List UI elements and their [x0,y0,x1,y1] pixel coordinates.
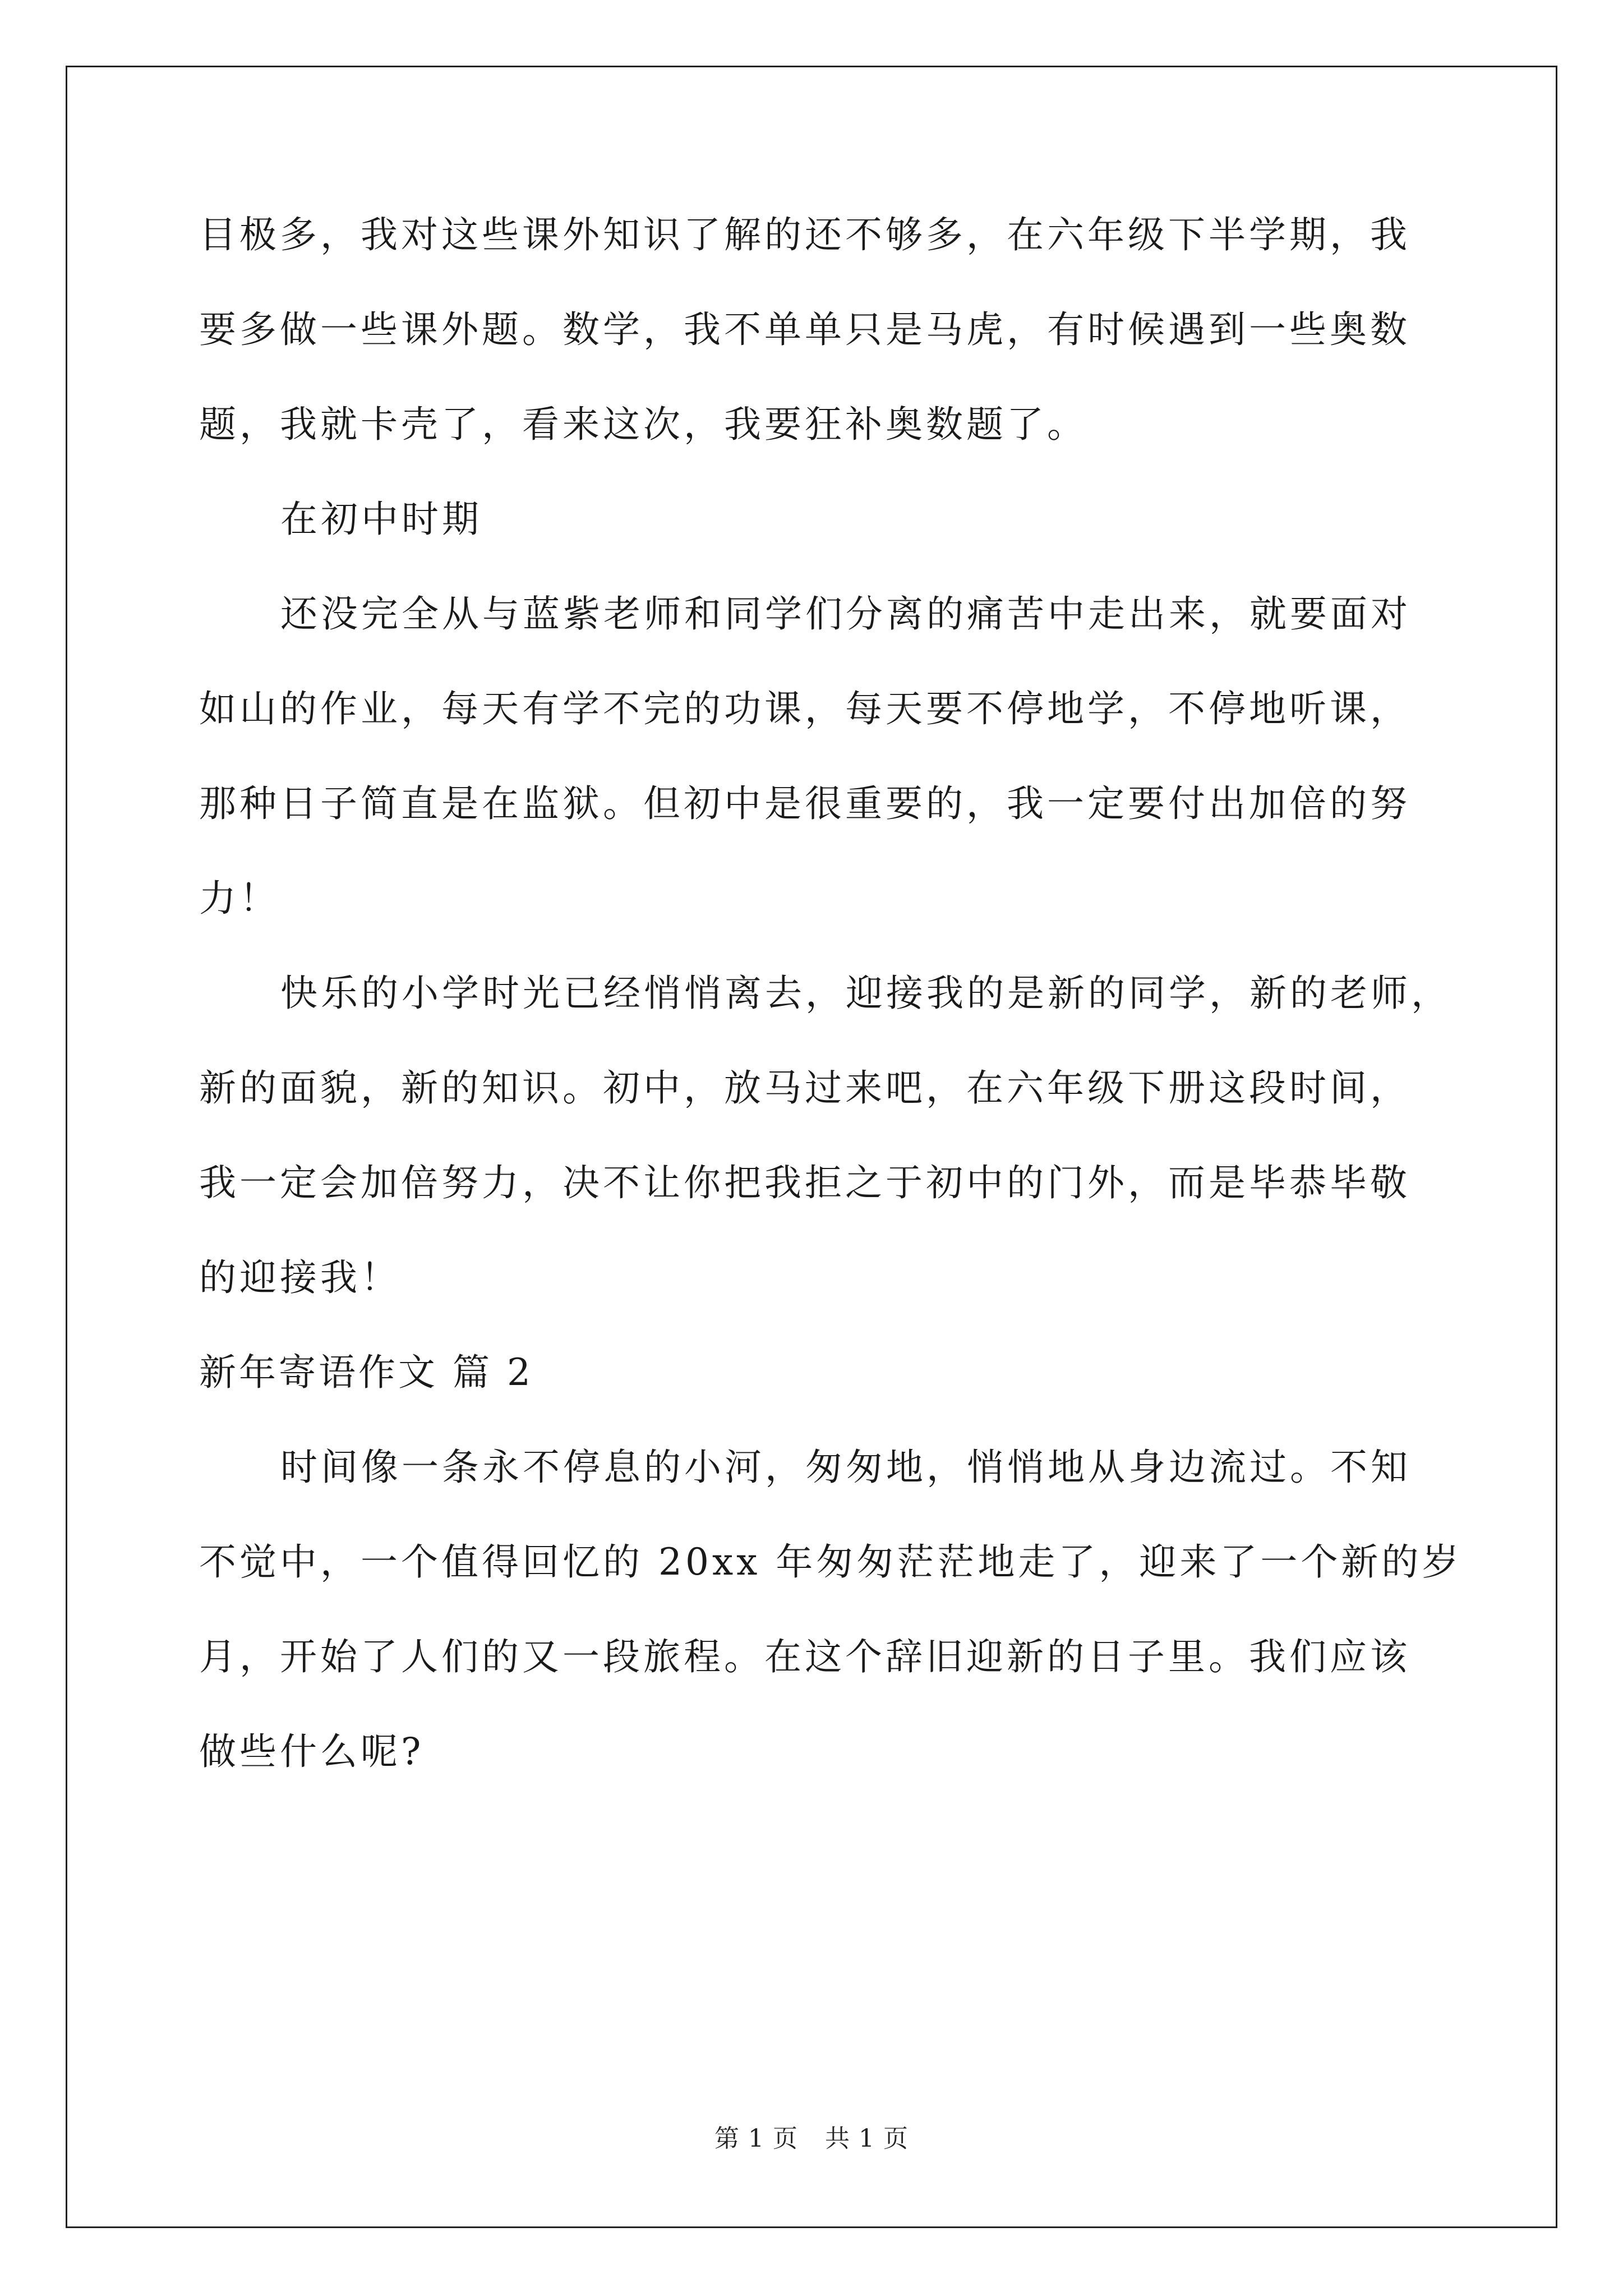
section-heading [199,1348,1438,1443]
text-line: 做些什么呢? [199,1730,425,1773]
heading-line: 新年寄语作文 篇 2 [199,1351,533,1394]
text-line: 我一定会加倍努力，决不让你把我拒之于初中的门外，而是毕恭毕敬 [199,1161,1410,1204]
paragraph [199,495,1438,590]
page-footer [0,2123,1623,2155]
paragraph [199,969,1451,1348]
text-line: 要多做一些课外题。数学，我不单单只是马虎，有时候遇到一些奥数 [199,308,1410,351]
page-number: 第 1 页 [714,2124,798,2153]
text-line: 还没完全从与蓝紫老师和同学们分离的痛苦中走出来，就要面对 [280,592,1411,636]
paragraph [199,210,1438,495]
text-line: 那种日子简直是在监狱。但初中是很重要的，我一定要付出加倍的努 [199,782,1410,825]
document-body [199,210,1463,1777]
paragraph [199,1443,1463,1777]
text-line: 的迎接我！ [199,1256,401,1299]
text-line: 月，开始了人们的又一段旅程。在这个辞旧迎新的日子里。我们应该 [199,1635,1410,1678]
text-line: 力！ [199,877,280,920]
text-line: 时间像一条永不停息的小河，匆匆地，悄悄地从身边流过。不知 [280,1446,1411,1489]
text-line: 新的面貌，新的知识。初中，放马过来吧，在六年级下册这段时间， [199,1066,1410,1110]
text-line: 快乐的小学时光已经悄悄离去，迎接我的是新的同学，新的老师， [280,972,1451,1015]
page-total: 共 1 页 [825,2124,909,2153]
text-line: 在初中时期 [280,498,482,541]
text-line: 题，我就卡壳了，看来这次，我要狂补奥数题了。 [199,403,1087,446]
paragraph [199,590,1438,969]
text-line: 目极多，我对这些课外知识了解的还不够多，在六年级下半学期，我 [199,213,1410,256]
text-line: 不觉中，一个值得回忆的 20xx 年匆匆茫茫地走了，迎来了一个新的岁 [199,1540,1463,1584]
text-line: 如山的作业，每天有学不完的功课，每天要不停地学，不停地听课， [199,687,1410,730]
